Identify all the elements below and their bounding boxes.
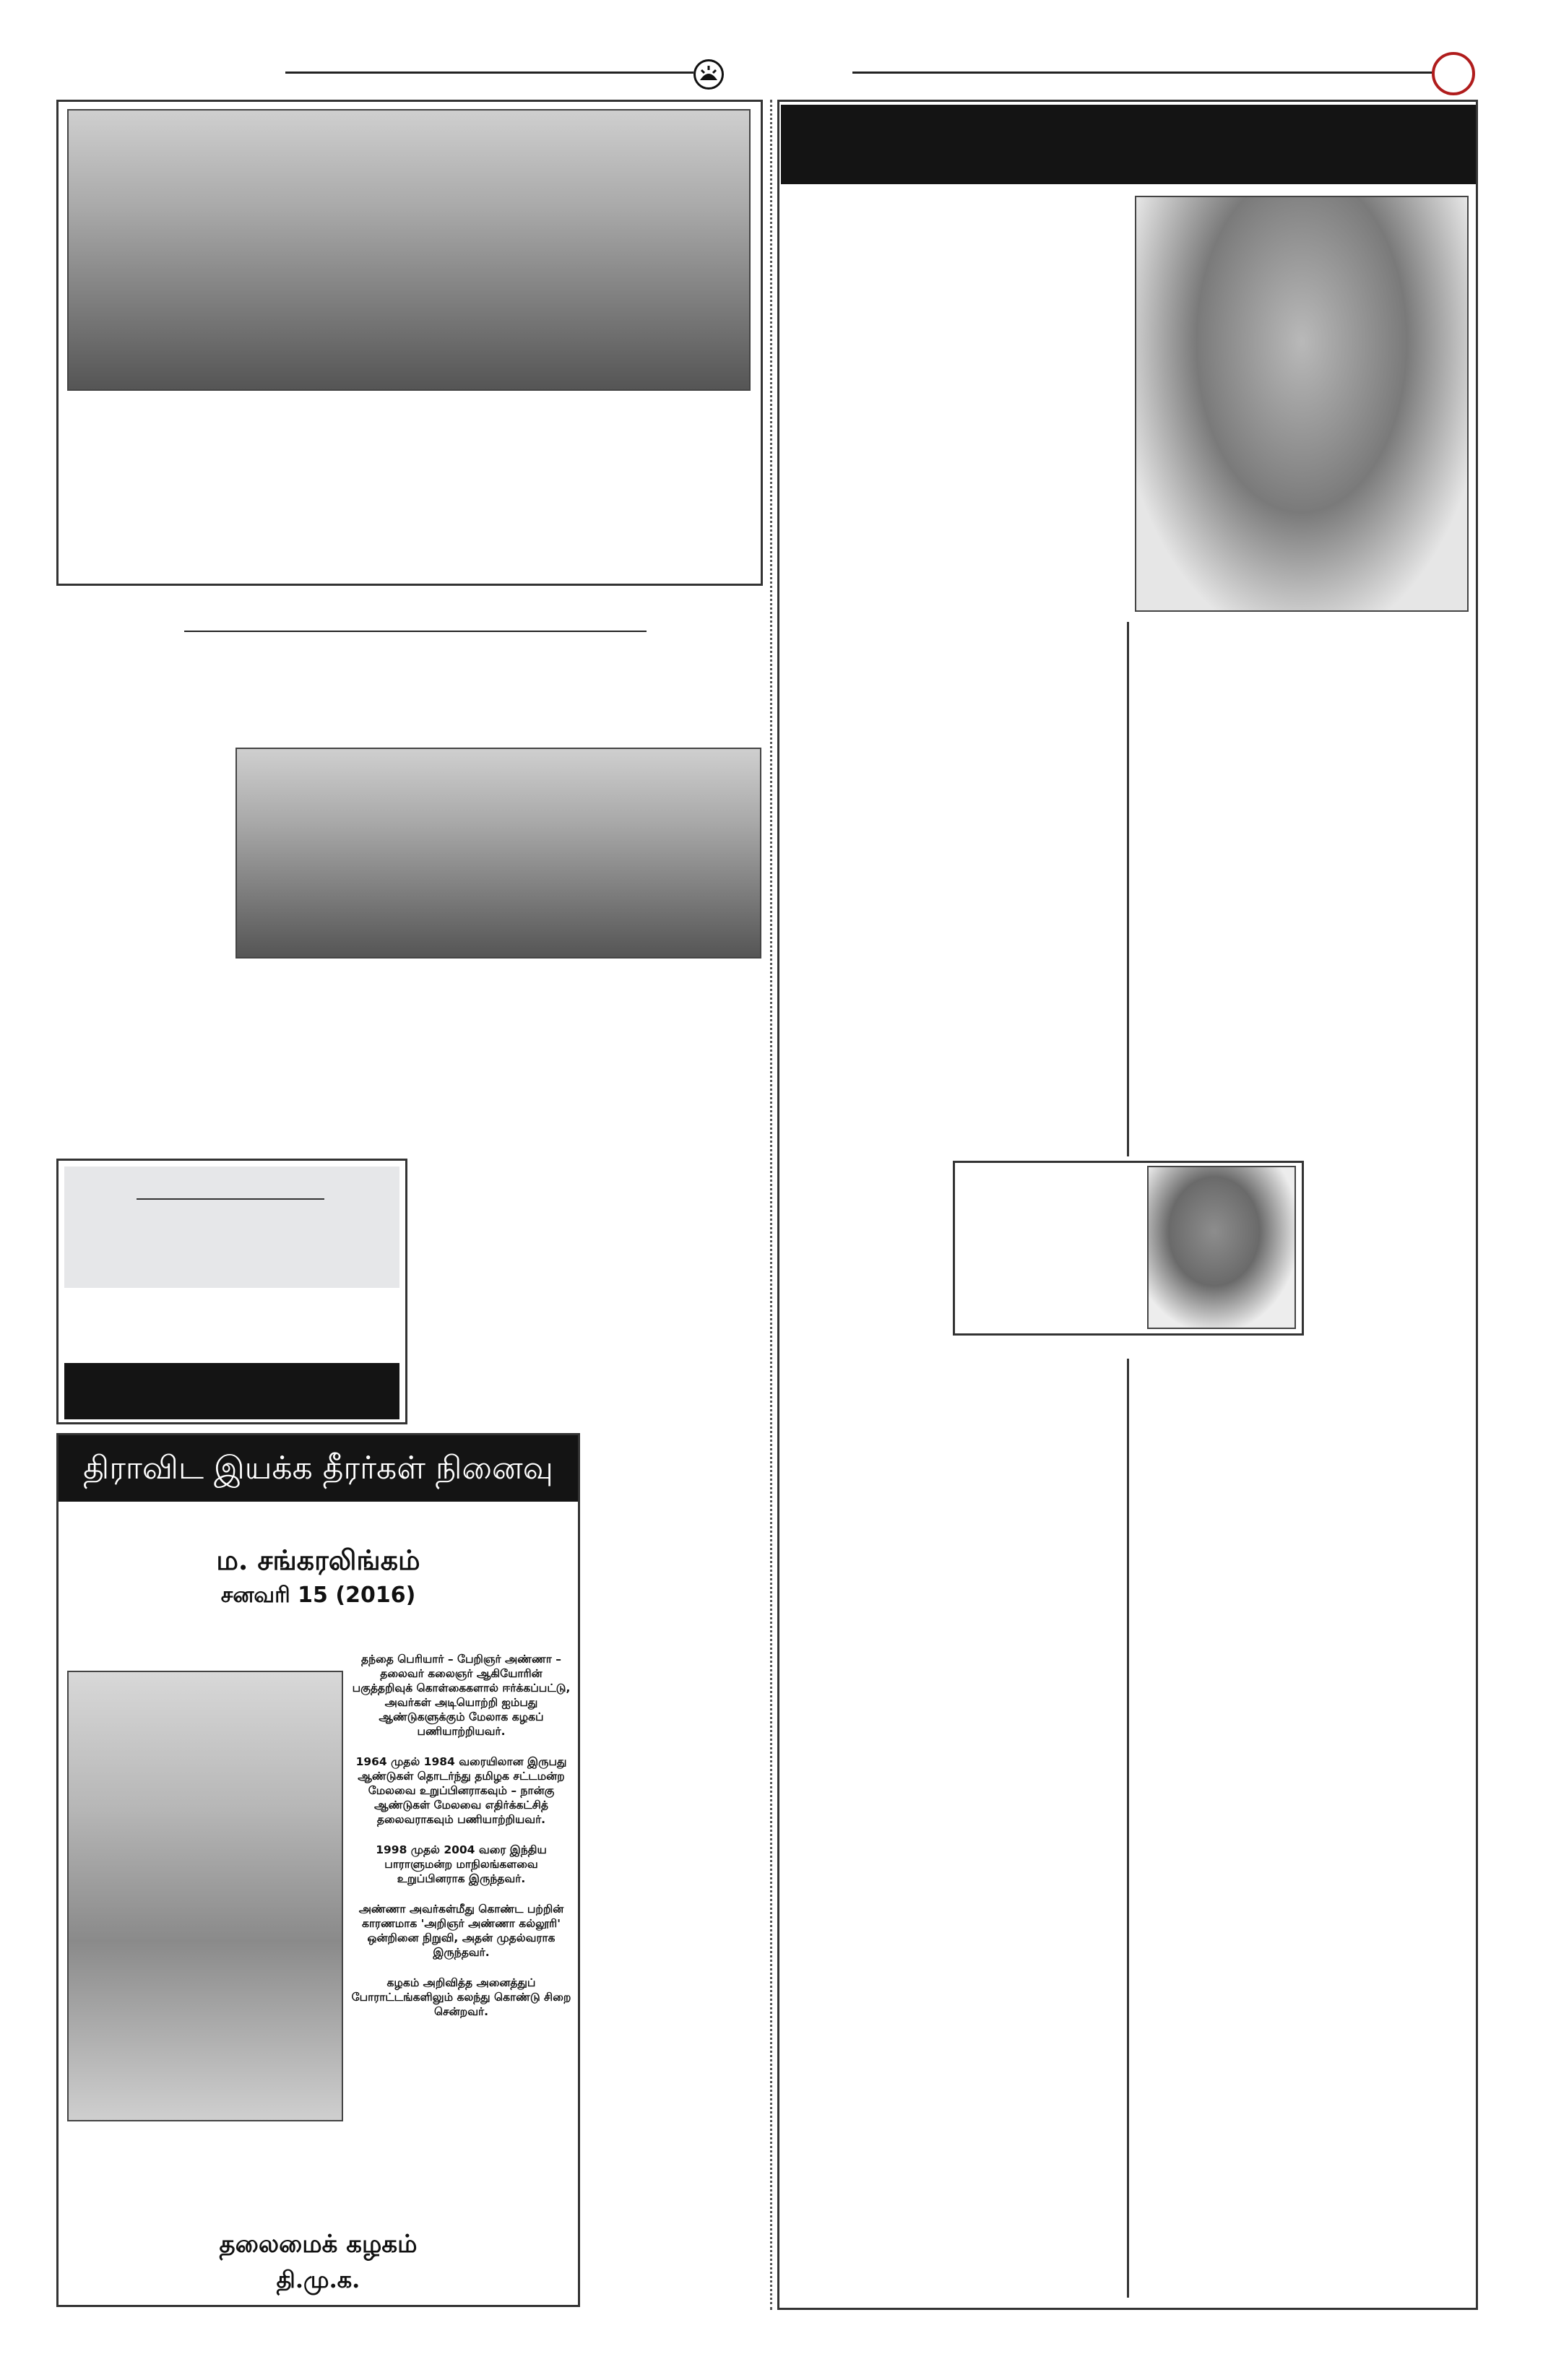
event-photo-1 — [67, 109, 751, 391]
notice-box-bar — [64, 1363, 399, 1419]
notice-box-highlight — [64, 1167, 399, 1288]
rising-sun-emblem-icon — [693, 59, 724, 90]
memorial-date: சனவரி 15 (2016) — [220, 1583, 416, 1608]
memorial-bio — [351, 1652, 571, 2035]
section-rule — [184, 631, 647, 632]
right-headline-bar — [781, 105, 1476, 184]
memorial-footer-party: தி.மு.க. — [276, 2266, 360, 2293]
right-article-frame — [777, 100, 1478, 2310]
memorial-banner — [59, 1435, 578, 1553]
bio-paragraph: தந்தை பெரியார் – பேறிஞர் அண்ணா – தலைவர் கலைஞர் ஆகியோரின் பகுத்தறிவுக் கொள்கைகளால் ஈர்க்கப்பட்டு, அவர்கள் அடியொற்றி ஐம்பது ஆண்டுகளுக்கும் மேலாக கழகப் பணியாற்றியவர். — [352, 1653, 571, 1738]
bio-paragraph: கழகம் அறிவித்த அனைத்துப் போராட்டங்களிலும் கலந்து கொண்டு சிறை சென்றவர். — [351, 1976, 571, 2018]
header-rule-left — [285, 72, 693, 74]
leader-portrait — [1135, 196, 1469, 612]
memorial-footer-org: தலைமைக் கழகம் — [219, 2230, 418, 2259]
top-story-box — [56, 100, 763, 586]
header-rule-right — [852, 72, 1434, 74]
inner-column-rule-2 — [1127, 1359, 1129, 2298]
bio-paragraph: 1998 முதல் 2004 வரை இந்திய பாராளுமன்ற மாநிலங்களவை உறுப்பினராக இருந்தவர். — [376, 1843, 547, 1885]
page-number-circle-icon — [1432, 52, 1475, 95]
bio-paragraph: அண்ணா அவர்கள்மீது கொண்ட பற்றின் காரணமாக 'அறிஞர் அண்ணா கல்லூரி' ஒன்றினை நிறுவி, அதன் முதல்வராக இருந்தவர். — [358, 1903, 564, 1959]
event-photo-2 — [235, 748, 761, 959]
notice-box — [56, 1159, 407, 1424]
memorial-portrait — [67, 1671, 343, 2121]
memorial-notice — [56, 1433, 580, 2307]
inset-portrait — [1147, 1166, 1296, 1329]
inset-portrait-box — [953, 1161, 1304, 1336]
column-divider — [770, 100, 772, 2310]
bio-paragraph: 1964 முதல் 1984 வரையிலான இருபது ஆண்டுகள் தொடர்ந்து தமிழக சட்டமன்ற மேலவை உறுப்பினராகவும் – நான்கு ஆண்டுகள் மேலவை எதிர்க்கட்சித் தலைவராகவும் பணியாற்றியவர். — [355, 1755, 567, 1826]
memorial-name: ம. சங்கரலிங்கம் — [216, 1544, 420, 1576]
inner-column-rule-1 — [1127, 622, 1129, 1156]
memorial-banner-title: திராவிட இயக்க தீரர்கள் நினைவு நாள் — [83, 1450, 553, 1553]
